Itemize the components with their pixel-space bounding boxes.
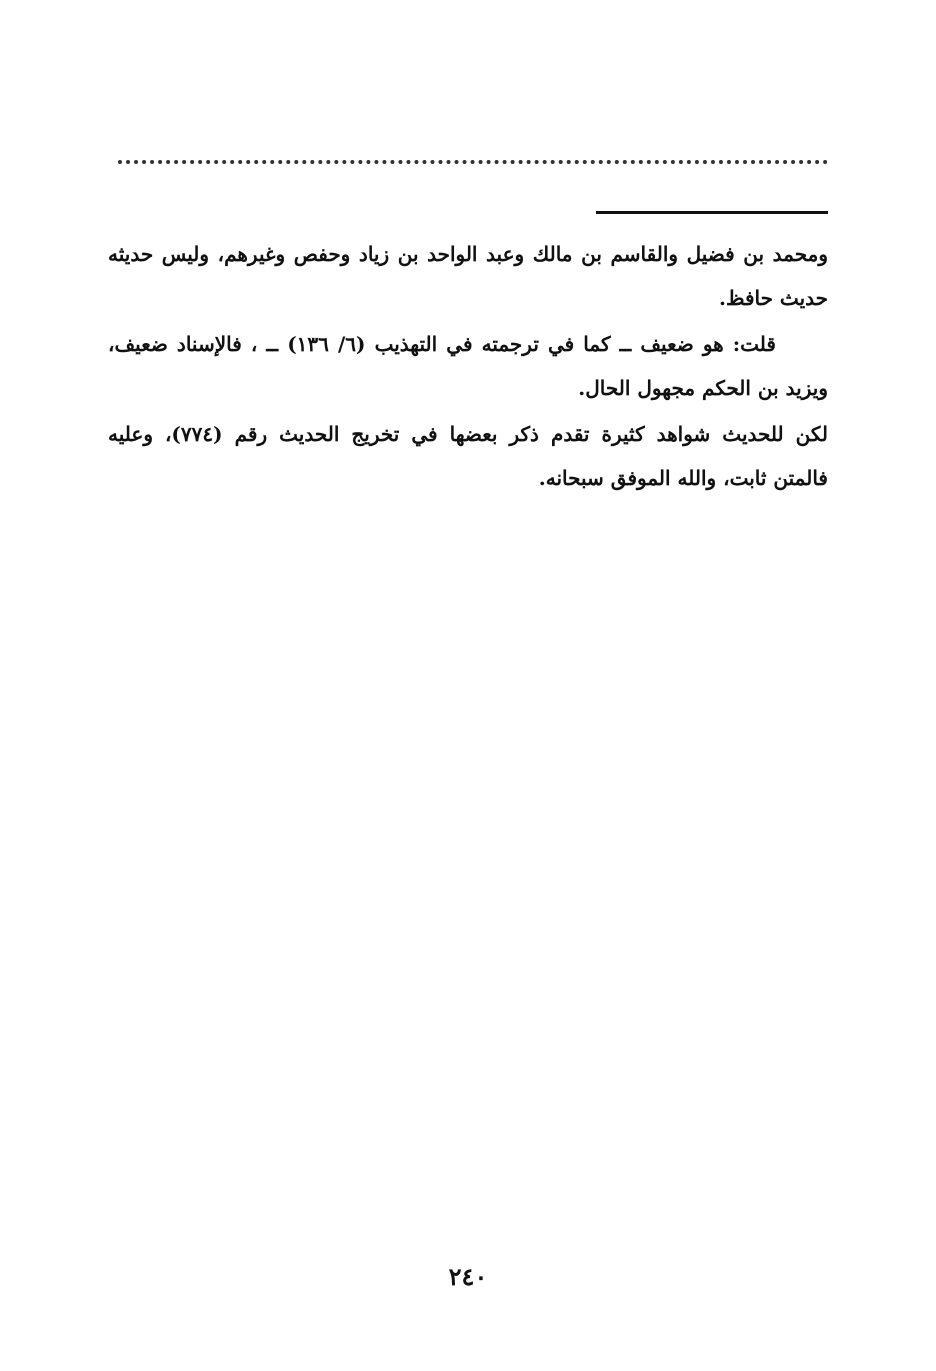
footnote-text bbox=[108, 232, 828, 502]
footnote-paragraph-3: لكن للحديث شواهد كثيرة تقدم ذكر بعضها في تخريج الحديث رقم (٧٧٤)، وعليه فالمتن ثابت، والله الموفق سبحانه. bbox=[108, 422, 828, 490]
footnote-separator-line bbox=[596, 211, 828, 214]
dotted-separator bbox=[118, 160, 828, 164]
footnote-paragraph-2: قلت: هو ضعيف ــ كما في ترجمته في التهذيب (٦/ ١٣٦) ــ ، فالإسناد ضعيف، ويزيد بن الحكم مجهول الحال. bbox=[108, 332, 828, 400]
page-number: ٢٤٠ bbox=[448, 1262, 488, 1291]
footnote-paragraph-1: ومحمد بن فضيل والقاسم بن مالك وعبد الواحد بن زياد وحفص وغيرهم، وليس حديثه حديث حافظ. bbox=[108, 242, 828, 310]
